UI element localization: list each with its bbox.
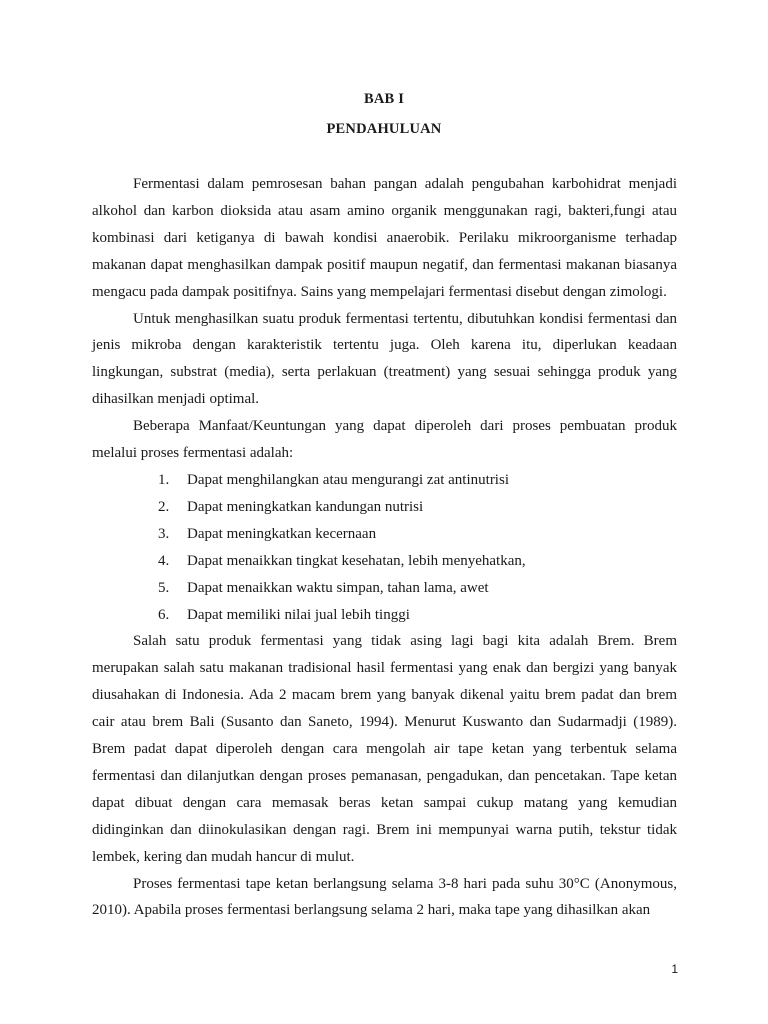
benefits-list — [92, 467, 677, 628]
list-item-number: 3. — [158, 525, 170, 542]
list-item-text: Dapat meningkatkan kecernaan — [187, 525, 377, 542]
list-item — [152, 494, 677, 521]
list-item-text: Dapat menaikkan waktu simpan, tahan lama, awet — [187, 579, 489, 596]
list-item-number: 5. — [158, 579, 170, 596]
list-item — [152, 467, 677, 494]
chapter-title: PENDAHULUAN — [326, 121, 442, 137]
list-item — [152, 548, 677, 575]
paragraph-tape-ketan: Proses fermentasi tape ketan berlangsung selama 3-8 hari pada suhu 30°C (Anonymous, 2010). Apabila proses fermentasi berlangsung selama 2 hari, maka tape yang dihasilkan akan — [92, 875, 677, 919]
page-number: 1 — [671, 962, 678, 976]
list-item — [152, 602, 677, 629]
body-text — [92, 171, 677, 924]
paragraph-benefits-intro: Beberapa Manfaat/Keuntungan yang dapat diperoleh dari proses pembuatan produk melalui proses fermentasi adalah: — [92, 418, 677, 462]
paragraph-production-conditions: Untuk menghasilkan suatu produk fermentasi tertentu, dibutuhkan kondisi fermentasi dan jenis mikroba dengan karakteristik tertentu juga. Oleh karena itu, diperlukan keadaan lingkungan, substrat (media), serta perlakuan (treatment) yang sesuai sehingga produk yang dihasilkan menjadi optimal. — [92, 310, 677, 408]
list-item-number: 4. — [158, 552, 170, 569]
list-item — [152, 521, 677, 548]
paragraph-fermentation-definition: Fermentasi dalam pemrosesan bahan pangan adalah pengubahan karbohidrat menjadi alkohol dan karbon dioksida atau asam amino organik menggunakan ragi, bakteri,fungi atau kombinasi dari ketiganya di bawah kondisi anaerobik. Perilaku mikroorganisme terhadap makanan dapat menghasilkan dampak positif maupun negatif, dan fermentasi makanan biasanya mengacu pada dampak positifnya. Sains yang mempelajari fermentasi disebut dengan zimologi. — [92, 176, 677, 300]
list-item-text: Dapat menaikkan tingkat kesehatan, lebih menyehatkan, — [187, 552, 526, 569]
list-item-text: Dapat memiliki nilai jual lebih tinggi — [187, 606, 410, 623]
list-item-text: Dapat menghilangkan atau mengurangi zat antinutrisi — [187, 471, 509, 488]
list-item — [152, 575, 677, 602]
list-item-number: 2. — [158, 498, 170, 515]
paragraph-brem: Salah satu produk fermentasi yang tidak asing lagi bagi kita adalah Brem. Brem merupakan salah satu makanan tradisional hasil fermentasi yang enak dan bergizi yang banyak diusahakan di Indonesia. Ada 2 macam brem yang banyak dikenal yaitu brem padat dan brem cair atau brem Bali (Susanto dan Saneto, 1994). Menurut Kuswanto dan Sudarmadji (1989). Brem padat dapat diperoleh dengan cara mengolah air tape ketan yang terbentuk selama fermentasi dan dilanjutkan dengan proses pemanasan, pengadukan, dan pencetakan. Tape ketan dapat dibuat dengan cara memasak beras ketan sampai cukup matang yang kemudian didinginkan dan diinokulasikan dengan ragi. Brem ini mempunyai warna putih, tekstur tidak lembek, kering dan mudah hancur di mulut. — [92, 633, 677, 865]
list-item-number: 1. — [158, 471, 170, 488]
list-item-number: 6. — [158, 606, 170, 623]
chapter-number: BAB I — [363, 91, 405, 107]
list-item-text: Dapat meningkatkan kandungan nutrisi — [187, 498, 424, 515]
